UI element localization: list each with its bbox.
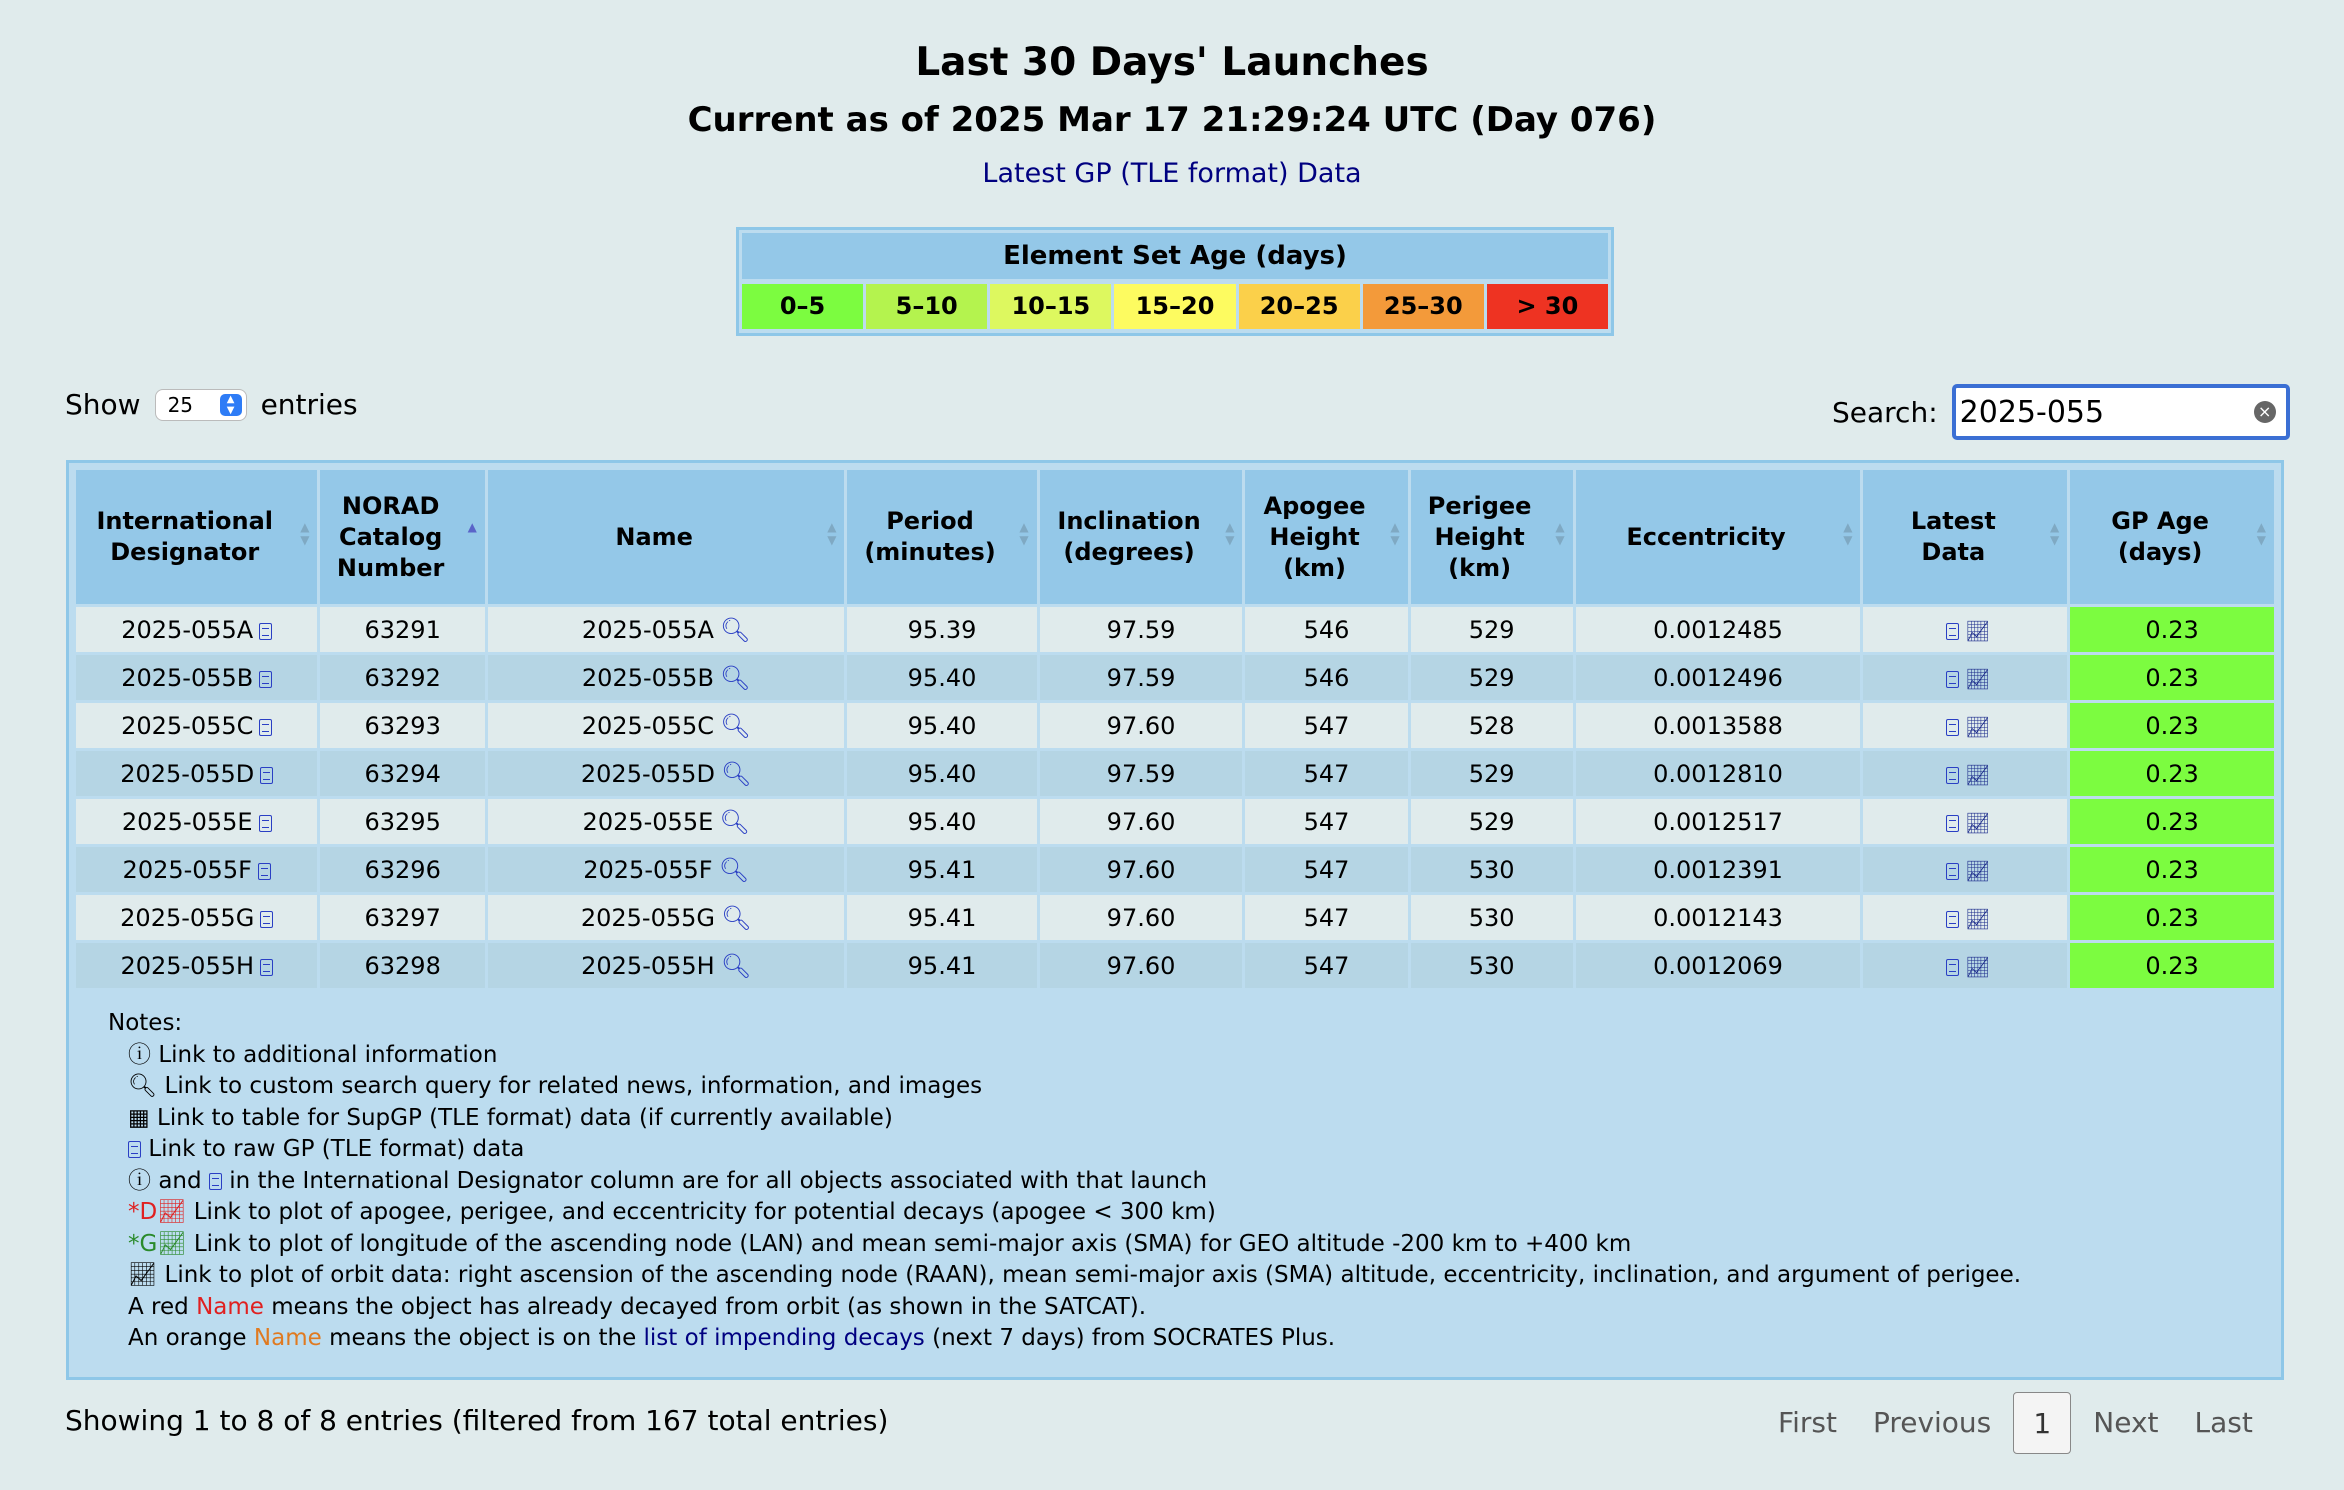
gp-age-cell: 0.23 (2070, 703, 2274, 748)
document-icon (209, 1173, 222, 1190)
name-cell: 2025-055B 🔍︎ (488, 655, 845, 700)
note-red-name: A red Name means the object has already decayed from orbit (as shown in the SATCAT). (128, 1293, 1147, 1320)
info-icon: ⓘ (128, 1167, 151, 1194)
geo-marker: *G (128, 1230, 158, 1257)
launches-table (73, 467, 2277, 991)
legend-row (742, 284, 1608, 329)
apogee-cell: 547 (1245, 847, 1407, 892)
note-decay: *D📈︎ Link to plot of apogee, perigee, and eccentricity for potential decays (apogee < 300 km) (128, 1199, 1216, 1225)
col-apogee-height[interactable]: Apogee Height (km) ▲ ▼ (1245, 470, 1407, 604)
apogee-cell: 546 (1245, 655, 1407, 700)
document-icon[interactable] (260, 767, 273, 784)
latest-data-cell (1863, 751, 2067, 796)
show-label: Show (65, 388, 141, 421)
plot-icon[interactable]: 📈︎ (1965, 618, 1991, 643)
eccentricity-cell: 0.0013588 (1576, 703, 1861, 748)
col-perigee-height[interactable]: Perigee Height (km) ▲ ▼ (1411, 470, 1573, 604)
sort-icon: ▲ ▼ (2256, 520, 2266, 547)
legend-cell: 25–30 (1363, 284, 1484, 329)
legend-cell: 0–5 (742, 284, 863, 329)
period-cell: 95.41 (847, 943, 1036, 988)
period-cell: 95.40 (847, 751, 1036, 796)
document-icon[interactable] (259, 719, 272, 736)
search-icon[interactable]: 🔍︎ (719, 615, 751, 644)
designator-cell: 2025-055E (76, 799, 317, 844)
norad-cell: 63295 (320, 799, 484, 844)
page-title: Last 30 Days' Launches (915, 40, 1429, 85)
legend-cell: > 30 (1487, 284, 1608, 329)
norad-cell: 63298 (320, 943, 484, 988)
eccentricity-cell: 0.0012069 (1576, 943, 1861, 988)
search-input[interactable] (1952, 384, 2290, 440)
impending-decays-link[interactable]: list of impending decays (643, 1325, 925, 1351)
latest-data-cell (1863, 943, 2067, 988)
decay-plot-icon: 📈︎ (157, 1199, 187, 1225)
period-cell: 95.41 (847, 847, 1036, 892)
search-icon[interactable]: 🔍︎ (720, 759, 752, 788)
gp-age-cell: 0.23 (2070, 943, 2274, 988)
name-cell: 2025-055E 🔍︎ (488, 799, 845, 844)
apogee-cell: 547 (1245, 799, 1407, 844)
gp-age-cell: 0.23 (2070, 751, 2274, 796)
period-cell: 95.40 (847, 703, 1036, 748)
designator-cell: 2025-055G (76, 895, 317, 940)
note-orange-name: An orange Name means the object is on the list of impending decays (next 7 days) from SOCRATES Plus. (128, 1325, 1336, 1351)
latest-gp-data-link[interactable]: Latest GP (TLE format) Data (982, 158, 1362, 189)
designator-cell: 2025-055B (76, 655, 317, 700)
document-icon (128, 1141, 141, 1158)
clear-search-icon[interactable]: × (2254, 401, 2276, 423)
apogee-cell: 546 (1245, 607, 1407, 652)
age-legend (736, 227, 1614, 336)
name-cell: 2025-055H 🔍︎ (488, 943, 845, 988)
page-subtitle: Current as of 2025 Mar 17 21:29:24 UTC (Day 076) (687, 100, 1657, 140)
legend-cell: 5–10 (866, 284, 987, 329)
showing-info: Showing 1 to 8 of 8 entries (filtered from 167 total entries) (65, 1404, 889, 1437)
last-page-button[interactable]: Last (2194, 1406, 2253, 1439)
plot-icon[interactable]: 📈︎ (1965, 858, 1991, 883)
document-icon[interactable] (1946, 911, 1959, 928)
search-label: Search: (1832, 395, 1938, 429)
document-icon[interactable] (1946, 959, 1959, 976)
period-cell: 95.40 (847, 655, 1036, 700)
table-row (76, 895, 2274, 940)
sort-icon: ▲ ▼ (1843, 520, 1853, 547)
entries-label: entries (260, 388, 358, 421)
legend-cell: 20–25 (1239, 284, 1360, 329)
previous-page-button[interactable]: Previous (1872, 1406, 1992, 1439)
norad-cell: 63296 (320, 847, 484, 892)
table-row (76, 607, 2274, 652)
inclination-cell: 97.59 (1040, 607, 1243, 652)
search-box (1952, 384, 2290, 440)
designator-cell: 2025-055F (76, 847, 317, 892)
plot-icon[interactable]: 📈︎ (1965, 954, 1991, 979)
col-gp-age[interactable]: GP Age (days) ▲ ▼ (2070, 470, 2274, 604)
sort-icon: ▲ ▼ (1390, 520, 1400, 547)
eccentricity-cell: 0.0012496 (1576, 655, 1861, 700)
perigee-cell: 528 (1411, 703, 1573, 748)
table-row (76, 751, 2274, 796)
notes-section (108, 1008, 2208, 1355)
name-cell: 2025-055A 🔍︎ (488, 607, 845, 652)
document-icon[interactable] (258, 863, 271, 880)
note-orbit: 📈︎ Link to plot of orbit data: right ascension of the ascending node (RAAN), mean semi-major axis (SMA) altitude, eccentricity, inclination, and argument of perigee. (128, 1262, 2022, 1288)
eccentricity-cell: 0.0012391 (1576, 847, 1861, 892)
eccentricity-cell: 0.0012485 (1576, 607, 1861, 652)
period-cell: 95.40 (847, 799, 1036, 844)
document-icon[interactable] (1946, 671, 1959, 688)
table-header-row (76, 470, 2274, 604)
pagination (1760, 1392, 2271, 1454)
sort-icon: ▲ ▼ (1225, 520, 1235, 547)
document-icon[interactable] (1946, 719, 1959, 736)
table-row (76, 799, 2274, 844)
search-icon[interactable]: 🔍︎ (718, 855, 750, 884)
first-page-button[interactable]: First (1778, 1406, 1837, 1439)
legend-title: Element Set Age (days) (742, 233, 1608, 279)
apogee-cell: 547 (1245, 751, 1407, 796)
table-row (76, 655, 2274, 700)
perigee-cell: 530 (1411, 943, 1573, 988)
inclination-cell: 97.60 (1040, 943, 1243, 988)
search-icon[interactable]: 🔍︎ (720, 711, 751, 740)
legend-cell: 10–15 (990, 284, 1111, 329)
document-icon[interactable] (260, 911, 273, 928)
col-international-designator[interactable]: International Designator ▲ ▼ (76, 470, 317, 604)
latest-data-cell (1863, 703, 2067, 748)
perigee-cell: 530 (1411, 847, 1573, 892)
col-inclination[interactable]: Inclination (degrees) ▲ ▼ (1040, 470, 1243, 604)
note-geo: *G📈︎ Link to plot of longitude of the ascending node (LAN) and mean semi-major axis (SMA) for GEO altitude -200 km to +400 km (128, 1230, 1632, 1257)
plot-icon[interactable]: 📈︎ (1965, 810, 1991, 835)
sort-icon: ▲ ▼ (300, 520, 310, 547)
table-icon: ▦ (128, 1104, 150, 1131)
norad-cell: 63292 (320, 655, 484, 700)
sort-icon: ▲ ▼ (827, 520, 837, 547)
plot-icon[interactable]: 📈︎ (1965, 762, 1991, 787)
next-page-button[interactable]: Next (2093, 1406, 2159, 1439)
apogee-cell: 547 (1245, 703, 1407, 748)
plot-icon[interactable]: 📈︎ (1965, 714, 1991, 739)
eccentricity-cell: 0.0012143 (1576, 895, 1861, 940)
note-supgp: ▦ Link to table for SupGP (TLE format) data (if currently available) (128, 1104, 893, 1131)
col-eccentricity[interactable]: Eccentricity ▲ ▼ (1576, 470, 1861, 604)
inclination-cell: 97.60 (1040, 847, 1243, 892)
name-cell: 2025-055D 🔍︎ (488, 751, 845, 796)
gp-age-cell: 0.23 (2070, 847, 2274, 892)
eccentricity-cell: 0.0012517 (1576, 799, 1861, 844)
table-body (76, 607, 2274, 988)
table-row (76, 847, 2274, 892)
table-row (76, 703, 2274, 748)
norad-cell: 63291 (320, 607, 484, 652)
perigee-cell: 529 (1411, 799, 1573, 844)
col-name[interactable]: Name ▲ ▼ (488, 470, 845, 604)
sort-asc-icon: ▲ (467, 520, 477, 534)
latest-data-cell (1863, 847, 2067, 892)
search-icon[interactable]: 🔍︎ (719, 663, 751, 692)
norad-cell: 63294 (320, 751, 484, 796)
search-control (1832, 384, 2290, 440)
name-cell: 2025-055C 🔍︎ (488, 703, 845, 748)
gp-age-cell: 0.23 (2070, 799, 2274, 844)
latest-data-cell (1863, 799, 2067, 844)
sort-icon: ▲ ▼ (1555, 520, 1565, 547)
apogee-cell: 547 (1245, 943, 1407, 988)
document-icon[interactable] (260, 959, 273, 976)
designator-cell: 2025-055A (76, 607, 317, 652)
legend-cell: 15–20 (1114, 284, 1235, 329)
current-page-button[interactable]: 1 (2013, 1392, 2071, 1454)
search-icon: 🔍︎ (128, 1073, 158, 1099)
sort-icon: ▲ ▼ (1019, 520, 1029, 547)
col-norad-catalog-number[interactable]: NORAD Catalog Number ▲ (320, 470, 484, 604)
show-entries-control (65, 388, 358, 421)
gp-age-cell: 0.23 (2070, 607, 2274, 652)
document-icon[interactable] (1946, 863, 1959, 880)
document-icon[interactable] (1946, 815, 1959, 832)
name-cell: 2025-055G 🔍︎ (488, 895, 845, 940)
document-icon[interactable] (1946, 767, 1959, 784)
gp-data-link-wrap (0, 158, 2344, 189)
designator-cell: 2025-055D (76, 751, 317, 796)
search-icon[interactable]: 🔍︎ (719, 807, 750, 836)
gp-age-cell: 0.23 (2070, 655, 2274, 700)
eccentricity-cell: 0.0012810 (1576, 751, 1861, 796)
note-designator: ⓘ and in the International Designator column are for all objects associated with that launch (128, 1167, 1208, 1194)
inclination-cell: 97.60 (1040, 895, 1243, 940)
sort-icon: ▲ ▼ (2049, 520, 2060, 547)
latest-data-cell (1863, 895, 2067, 940)
search-icon[interactable]: 🔍︎ (720, 951, 752, 980)
select-arrows-icon: ▲ ▼ (220, 394, 242, 416)
note-raw: Link to raw GP (TLE format) data (128, 1134, 2208, 1166)
perigee-cell: 529 (1411, 607, 1573, 652)
norad-cell: 63293 (320, 703, 484, 748)
info-icon: ⓘ (128, 1041, 151, 1068)
document-icon[interactable] (259, 623, 272, 640)
entries-select-value: 25 (167, 392, 194, 417)
perigee-cell: 530 (1411, 895, 1573, 940)
plot-icon[interactable]: 📈︎ (1965, 906, 1991, 931)
latest-data-cell (1863, 607, 2067, 652)
designator-cell: 2025-055H (76, 943, 317, 988)
plot-icon: 📈︎ (128, 1262, 158, 1288)
inclination-cell: 97.60 (1040, 703, 1243, 748)
document-icon[interactable] (1946, 623, 1959, 640)
inclination-cell: 97.60 (1040, 799, 1243, 844)
plot-icon[interactable]: 📈︎ (1965, 666, 1991, 691)
notes-header: Notes: (108, 1010, 183, 1036)
period-cell: 95.41 (847, 895, 1036, 940)
inclination-cell: 97.59 (1040, 655, 1243, 700)
col-period[interactable]: Period (minutes) ▲ ▼ (847, 470, 1036, 604)
inclination-cell: 97.59 (1040, 751, 1243, 796)
note-search: 🔍︎ Link to custom search query for related news, information, and images (128, 1073, 983, 1099)
designator-cell: 2025-055C (76, 703, 317, 748)
geo-plot-icon: 📈︎ (157, 1230, 187, 1257)
latest-data-cell (1863, 655, 2067, 700)
period-cell: 95.39 (847, 607, 1036, 652)
perigee-cell: 529 (1411, 655, 1573, 700)
perigee-cell: 529 (1411, 751, 1573, 796)
note-info: ⓘ Link to additional information (128, 1041, 498, 1068)
apogee-cell: 547 (1245, 895, 1407, 940)
norad-cell: 63297 (320, 895, 484, 940)
col-latest-data[interactable]: Latest Data ▲ ▼ (1863, 470, 2067, 604)
decay-marker: *D (128, 1199, 158, 1225)
entries-select[interactable] (155, 389, 247, 421)
table-row (76, 943, 2274, 988)
search-icon[interactable]: 🔍︎ (720, 903, 752, 932)
gp-age-cell: 0.23 (2070, 895, 2274, 940)
name-cell: 2025-055F 🔍︎ (488, 847, 845, 892)
document-icon[interactable] (259, 671, 272, 688)
document-icon[interactable] (259, 815, 272, 832)
